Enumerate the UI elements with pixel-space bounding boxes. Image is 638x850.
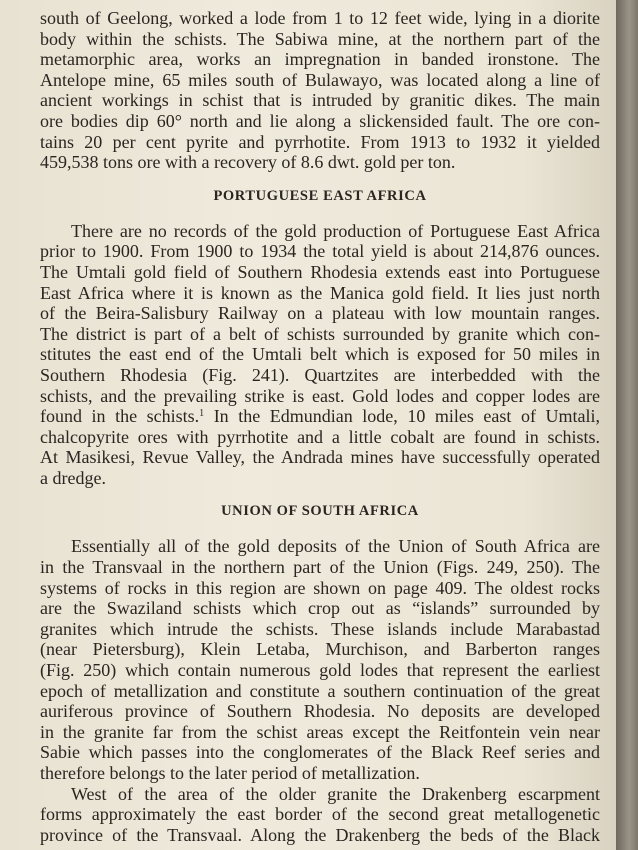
text-line: in the granite far from the schist areas except the Reitfontein vein near (40, 721, 600, 742)
page-text-block (40, 8, 600, 845)
text-line: a dredge. (40, 467, 106, 488)
text-line: in the Transvaal in the northern part of the Union (Figs. 249, 250). The (40, 557, 600, 578)
text-line: The Umtali gold field of Southern Rhodesia extends east into Portuguese (40, 261, 600, 282)
text-line: The district is part of a belt of schists surrounded by granite which con- (40, 323, 600, 344)
text-line: 459,538 tons ore with a recovery of 8.6 dwt. gold per ton. (40, 152, 456, 173)
text-line: Sabie which passes into the conglomerates of the Black Reef series and (40, 742, 600, 763)
text-line-with-footnote (40, 406, 600, 427)
text-line: granites which intrude the schists. These islands include Marabastad (40, 618, 600, 639)
top-paragraph (40, 8, 600, 173)
text-line: ancient workings in schist that is intruded by granitic dikes. The main (40, 90, 600, 111)
text-line: stitutes the east end of the Umtali belt which is exposed for 50 miles in (40, 344, 600, 365)
text-line: East Africa where it is known as the Manica gold field. It lies just north (40, 282, 600, 303)
text-line: tains 20 per cent pyrite and pyrrhotite. From 1913 to 1932 it yielded (40, 131, 600, 152)
text-line: prior to 1900. From 1900 to 1934 the total yield is about 214,876 ounces. (40, 241, 600, 262)
text-line: (near Pietersburg), Klein Letaba, Murchison, and Barberton ranges (40, 639, 600, 660)
union-south-africa-paragraph-2 (40, 784, 600, 846)
text-line: province of the Transvaal. Along the Drakenberg the beds of the Black (40, 824, 600, 845)
section-heading-portuguese-east-africa: PORTUGUESE EAST AFRICA (213, 187, 427, 204)
text-line: are the Swaziland schists which crop out as “islands” surrounded by (40, 598, 600, 619)
text-line: auriferous province of Southern Rhodesia. No deposits are developed (40, 701, 600, 722)
text-line: (Fig. 250) which contain numerous gold lodes that represent the earliest (40, 660, 600, 681)
text-line: At Masikesi, Revue Valley, the Andrada mines have successfully operated (40, 447, 600, 468)
text-line: There are no records of the gold production of Portuguese East Africa (71, 220, 600, 241)
portuguese-east-africa-paragraph (40, 221, 600, 489)
text-line: Essentially all of the gold deposits of the Union of South Africa are (71, 536, 600, 557)
text-line: Antelope mine, 65 miles south of Bulawayo, was located along a line of (40, 69, 600, 90)
book-gutter-edge (616, 0, 638, 850)
text-line: ore bodies dip 60° north and lie along a slickensided fault. The ore con- (40, 110, 600, 131)
text-fragment: In the Edmundian lode, 10 miles east of Umtali, (204, 406, 600, 427)
text-line: therefore belongs to the later period of metallization. (40, 763, 420, 783)
text-line: of the Beira-Salisbury Railway on a plateau with low mountain ranges. (40, 303, 600, 324)
text-line: body within the schists. The Sabiwa mine, at the northern part of the (40, 28, 600, 49)
section-heading-union-of-south-africa: UNION OF SOUTH AFRICA (221, 503, 419, 520)
text-line: chalcopyrite ores with pyrrhotite and a little cobalt are found in schists. (40, 426, 600, 447)
text-line: metamorphic area, works an impregnation in banded ironstone. The (40, 49, 600, 70)
text-line: south of Geelong, worked a lode from 1 to 12 feet wide, lying in a diorite (40, 8, 600, 28)
text-line: systems of rocks in this region are shown on page 409. The oldest rocks (40, 577, 600, 598)
text-fragment: found in the schists. (40, 406, 200, 427)
union-south-africa-paragraph-1 (40, 536, 600, 783)
text-line: schists, and the prevailing strike is east. Gold lodes and copper lodes are (40, 385, 600, 406)
text-line: Southern Rhodesia (Fig. 241). Quartzites are interbedded with the (40, 364, 600, 385)
text-line: forms approximately the east border of the second great metallogenetic (40, 804, 600, 825)
text-line: West of the area of the older granite the Drakenberg escarpment (71, 783, 600, 804)
footnote-mark: 1 (199, 408, 205, 420)
text-line: epoch of metallization and constitute a southern continuation of the great (40, 680, 600, 701)
